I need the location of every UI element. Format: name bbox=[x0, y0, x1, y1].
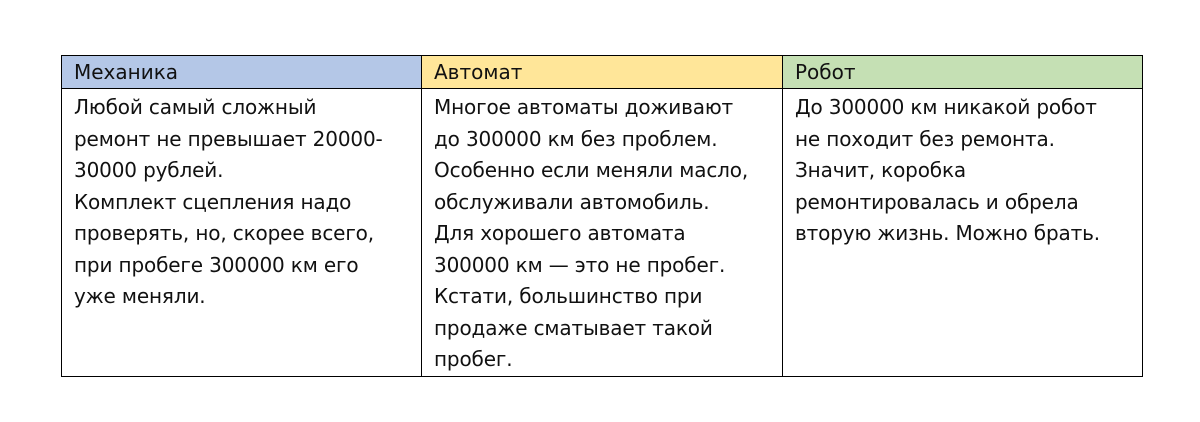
header-mechanics: Механика bbox=[62, 56, 422, 89]
header-row bbox=[62, 56, 1143, 89]
cell-robot bbox=[783, 89, 1143, 377]
cell-text-line: 30000 рублей. bbox=[74, 158, 224, 182]
cell-text-line: Многое автоматы доживают bbox=[434, 95, 734, 119]
cell-text-line: до 300000 км без проблем. bbox=[434, 126, 718, 151]
cell-text-line: проверять, но, скорее всего, bbox=[74, 221, 374, 245]
cell-text-line: Значит, коробка bbox=[795, 158, 967, 182]
cell-text-line: Особенно если меняли масло, bbox=[434, 158, 749, 182]
cell-text-line: уже меняли. bbox=[74, 284, 206, 308]
header-automatic: Автомат bbox=[422, 56, 783, 89]
transmission-comparison-table bbox=[61, 55, 1143, 377]
cell-text-line: ремонт не превышает 20000- bbox=[74, 126, 383, 151]
header-robot: Робот bbox=[783, 56, 1143, 89]
cell-text-line: вторую жизнь. Можно брать. bbox=[795, 221, 1100, 245]
cell-text-line: ремонтировалась и обрела bbox=[795, 189, 1079, 214]
cell-text-line: Кстати, большинство при bbox=[434, 284, 703, 308]
cell-text-line: Любой самый сложный bbox=[74, 95, 317, 119]
cell-text-line: при пробеге 300000 км его bbox=[74, 252, 359, 277]
cell-text-line: До 300000 км никакой робот bbox=[795, 95, 1097, 119]
cell-text-line: Для хорошего автомата bbox=[434, 221, 686, 245]
cell-text-line: обслуживали автомобиль. bbox=[434, 189, 710, 214]
content-row bbox=[62, 89, 1143, 377]
cell-text-line: пробег. bbox=[434, 347, 513, 371]
cell-text-line: продаже сматывает такой bbox=[434, 315, 713, 340]
cell-mechanics bbox=[62, 89, 422, 377]
cell-text-line: 300000 км — это не пробег. bbox=[434, 252, 726, 277]
cell-text-line: не походит без ремонта. bbox=[795, 126, 1055, 151]
cell-text-line: Комплект сцепления надо bbox=[74, 189, 352, 214]
cell-automatic bbox=[422, 89, 783, 377]
